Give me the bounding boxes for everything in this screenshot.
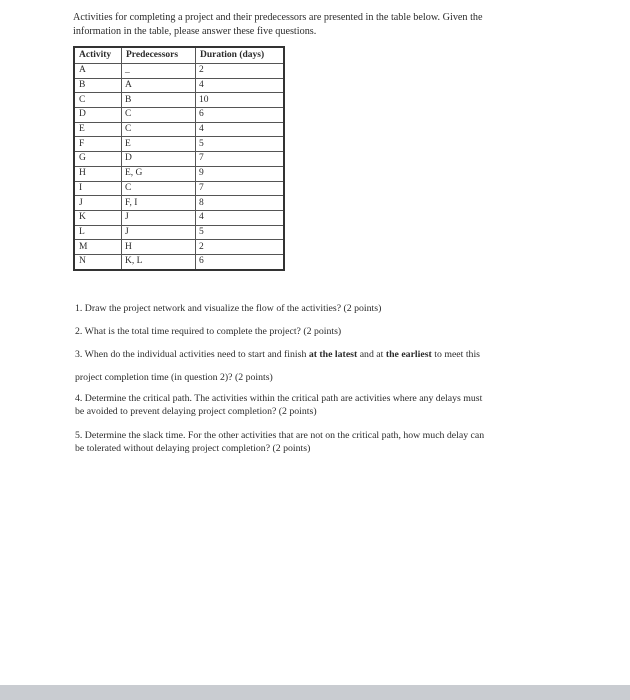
table-row bbox=[74, 254, 284, 269]
table-row bbox=[74, 108, 284, 123]
table-row bbox=[74, 225, 284, 240]
cell-duration: 4 bbox=[196, 78, 285, 93]
bottom-scroll-bar bbox=[0, 685, 630, 700]
table-row bbox=[74, 64, 284, 79]
question-3-text-c: and at bbox=[357, 349, 386, 360]
cell-duration: 6 bbox=[196, 254, 285, 269]
cell-predecessors: E bbox=[122, 137, 196, 152]
cell-predecessors: A bbox=[122, 78, 196, 93]
table-row bbox=[74, 196, 284, 211]
question-4-line-1: 4. Determine the critical path. The activities within the critical path are activities where any delays must bbox=[75, 393, 483, 404]
cell-activity: L bbox=[74, 225, 122, 240]
cell-activity: I bbox=[74, 181, 122, 196]
cell-duration: 4 bbox=[196, 210, 285, 225]
cell-activity: C bbox=[74, 93, 122, 108]
question-3-text-e: to meet this bbox=[431, 349, 480, 360]
cell-predecessors: B bbox=[122, 93, 196, 108]
cell-activity: J bbox=[74, 196, 122, 211]
header-predecessors: Predecessors bbox=[122, 47, 196, 64]
cell-predecessors: C bbox=[122, 181, 196, 196]
table-body bbox=[74, 64, 284, 270]
question-5-line-2: be tolerated without delaying project completion? (2 points) bbox=[75, 443, 311, 454]
header-activity: Activity bbox=[74, 47, 122, 64]
table-row bbox=[74, 78, 284, 93]
cell-activity: B bbox=[74, 78, 122, 93]
question-4 bbox=[75, 392, 555, 418]
cell-activity: D bbox=[74, 108, 122, 123]
table-row bbox=[74, 152, 284, 167]
intro-line-2: information in the table, please answer these five questions. bbox=[73, 26, 317, 37]
question-3-bold-earliest: the earliest bbox=[385, 349, 432, 360]
cell-activity: G bbox=[74, 152, 122, 167]
cell-predecessors: D bbox=[122, 152, 196, 167]
cell-predecessors: _ bbox=[122, 64, 196, 79]
cell-activity: M bbox=[74, 240, 122, 255]
cell-duration: 8 bbox=[196, 196, 285, 211]
table-row bbox=[74, 210, 284, 225]
question-3-line-2: project completion time (in question 2)? (2 points) bbox=[75, 372, 273, 383]
cell-predecessors: K, L bbox=[122, 254, 196, 269]
intro-line-1: Activities for completing a project and their predecessors are presented in the table below. Given the bbox=[73, 12, 483, 23]
cell-duration: 2 bbox=[196, 240, 285, 255]
question-3-bold-latest: at the latest bbox=[308, 349, 358, 360]
question-5-line-1: 5. Determine the slack time. For the other activities that are not on the critical path, how much delay can bbox=[75, 430, 485, 441]
table-row bbox=[74, 93, 284, 108]
cell-duration: 5 bbox=[196, 137, 285, 152]
table-header-row bbox=[74, 47, 284, 64]
cell-activity: F bbox=[74, 137, 122, 152]
cell-duration: 10 bbox=[196, 93, 285, 108]
question-2: 2. What is the total time required to complete the project? (2 points) bbox=[75, 326, 342, 337]
question-3 bbox=[75, 348, 555, 361]
table-row bbox=[74, 166, 284, 181]
table-row bbox=[74, 181, 284, 196]
cell-activity: N bbox=[74, 254, 122, 269]
table-row bbox=[74, 137, 284, 152]
cell-duration: 6 bbox=[196, 108, 285, 123]
cell-predecessors: E, G bbox=[122, 166, 196, 181]
activity-table bbox=[73, 46, 285, 271]
cell-activity: A bbox=[74, 64, 122, 79]
cell-predecessors: J bbox=[122, 225, 196, 240]
question-1: 1. Draw the project network and visualize the flow of the activities? (2 points) bbox=[75, 303, 382, 314]
cell-predecessors: J bbox=[122, 210, 196, 225]
cell-duration: 5 bbox=[196, 225, 285, 240]
cell-duration: 2 bbox=[196, 64, 285, 79]
cell-predecessors: F, I bbox=[122, 196, 196, 211]
question-4-line-2: be avoided to prevent delaying project completion? (2 points) bbox=[75, 406, 317, 417]
cell-activity: K bbox=[74, 210, 122, 225]
table-row bbox=[74, 122, 284, 137]
cell-predecessors: C bbox=[122, 122, 196, 137]
cell-duration: 9 bbox=[196, 166, 285, 181]
cell-predecessors: C bbox=[122, 108, 196, 123]
cell-duration: 7 bbox=[196, 152, 285, 167]
header-duration: Duration (days) bbox=[196, 47, 285, 64]
cell-activity: E bbox=[74, 122, 122, 137]
intro-paragraph bbox=[73, 11, 553, 39]
cell-duration: 7 bbox=[196, 181, 285, 196]
question-5 bbox=[75, 429, 555, 455]
table-row bbox=[74, 240, 284, 255]
cell-activity: H bbox=[74, 166, 122, 181]
cell-duration: 4 bbox=[196, 122, 285, 137]
question-3-text-a: 3. When do the individual activities need to start and finish bbox=[75, 349, 309, 360]
cell-predecessors: H bbox=[122, 240, 196, 255]
